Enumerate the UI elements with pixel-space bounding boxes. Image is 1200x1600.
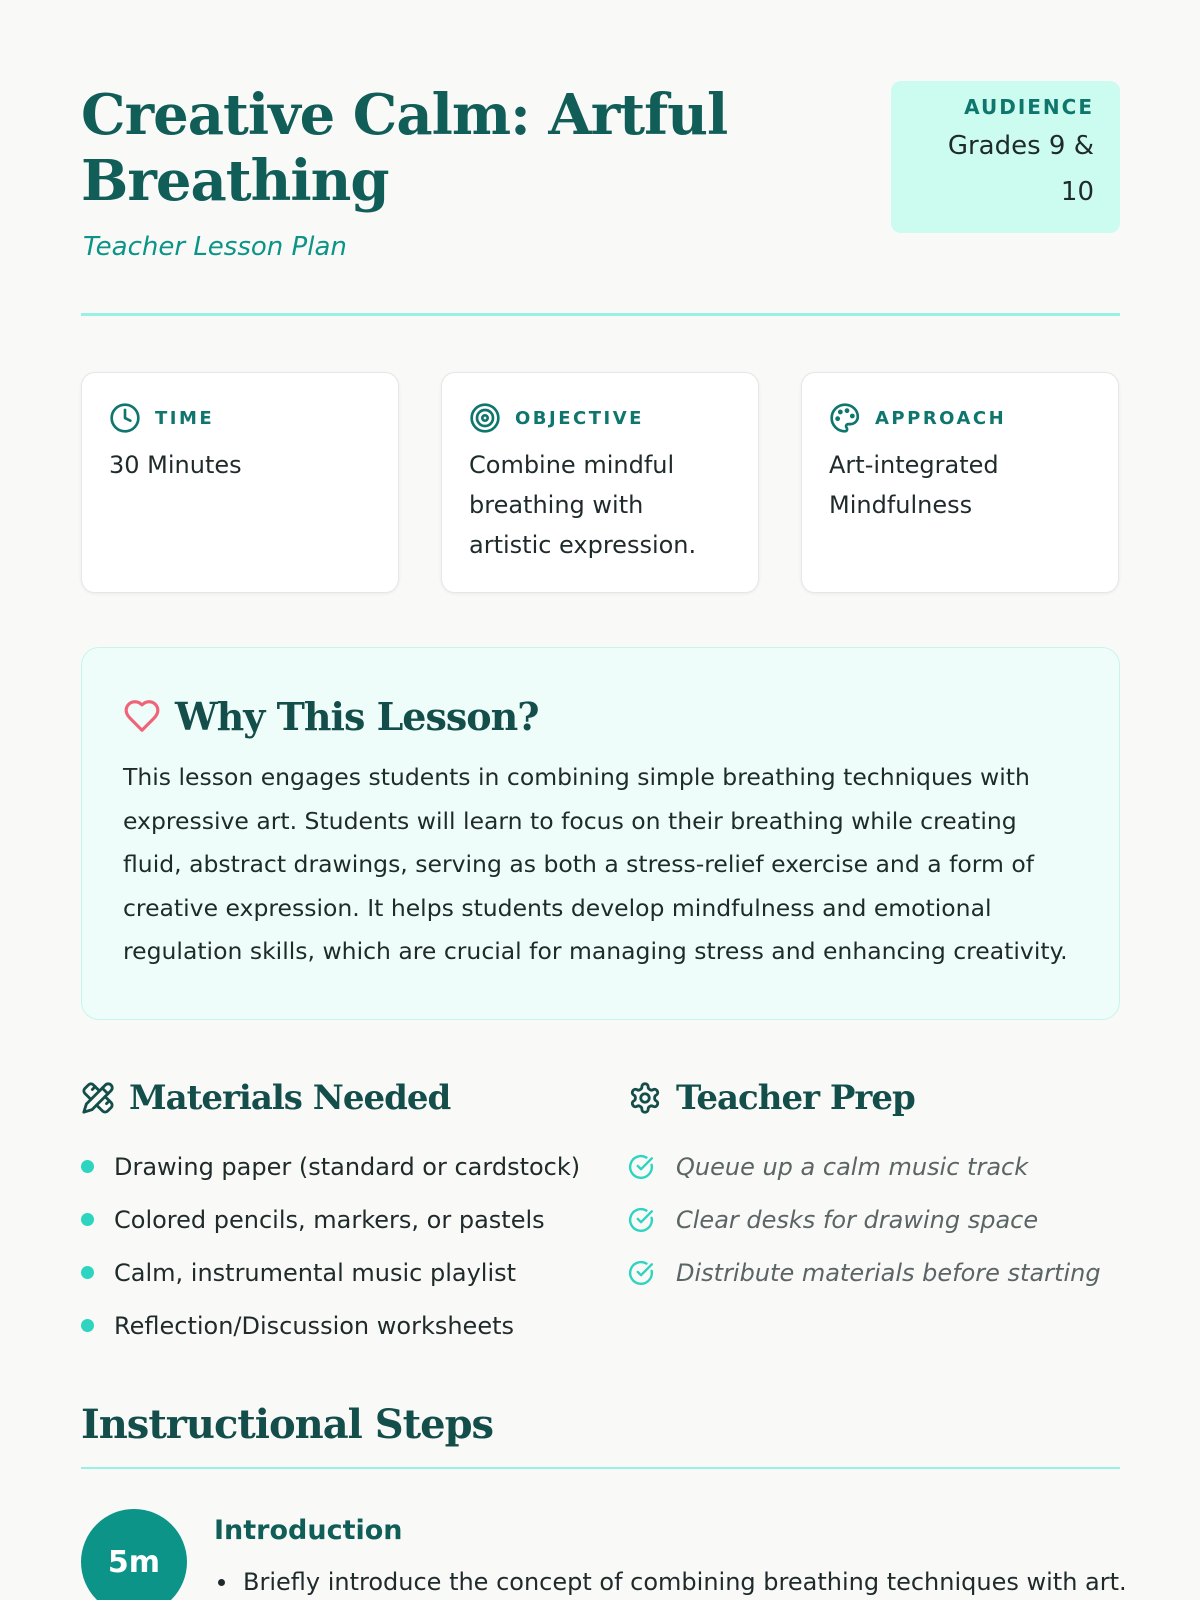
heart-icon (123, 697, 161, 735)
bullet-dot (81, 1319, 94, 1332)
step-duration-badge: 5m (81, 1509, 187, 1600)
audience-value-line1: Grades 9 & (947, 131, 1094, 161)
header-divider (81, 313, 1120, 316)
card-objective-value: Combine mindful breathing with artistic expression. (469, 451, 697, 559)
material-item: Colored pencils, markers, or pastels (114, 1205, 545, 1234)
list-item (628, 1193, 1101, 1246)
prep-item: Queue up a calm music track (676, 1152, 1029, 1181)
prep-title: Teacher Prep (676, 1078, 915, 1118)
list-item (81, 1140, 580, 1193)
list-item (81, 1246, 580, 1299)
material-item: Drawing paper (standard or cardstock) (114, 1152, 581, 1181)
card-objective (441, 372, 759, 593)
steps-divider (81, 1467, 1120, 1469)
audience-badge (891, 81, 1120, 233)
materials-header (81, 1076, 450, 1120)
list-item (628, 1246, 1101, 1299)
step-bullets (218, 1568, 1127, 1596)
list-item (81, 1299, 580, 1352)
prep-list (628, 1140, 1101, 1299)
clock-icon (109, 402, 141, 434)
why-title: Why This Lesson? (175, 693, 539, 739)
why-section (81, 647, 1120, 1020)
step-bullet: Briefly introduce the concept of combining breathing techniques with art. (218, 1568, 1127, 1596)
list-item (628, 1140, 1101, 1193)
material-item: Reflection/Discussion worksheets (114, 1311, 514, 1340)
gear-icon (628, 1081, 662, 1115)
audience-value-line2: 10 (1060, 177, 1094, 207)
audience-label: AUDIENCE (964, 95, 1094, 119)
steps-title: Instructional Steps (81, 1401, 494, 1448)
card-time (81, 372, 399, 593)
card-approach-value: Art-integrated Mindfulness (829, 451, 999, 519)
bullet-dot (81, 1213, 94, 1226)
target-icon (469, 402, 501, 434)
check-circle-icon (628, 1207, 654, 1233)
card-approach (801, 372, 1119, 593)
card-time-value: 30 Minutes (109, 451, 242, 479)
materials-title: Materials Needed (129, 1078, 451, 1118)
step-title: Introduction (214, 1515, 403, 1546)
card-approach-label: APPROACH (875, 407, 1007, 429)
page-title: Creative Calm: Artful Breathing (81, 82, 728, 214)
why-text: This lesson engages students in combining simple breathing techniques with expressive art. Students will learn to focus on their breathing while creating fluid, abstract drawings, serving as both a stress-relief exercise and a form of creative expression. It helps students develop mindfulness and emotional regulation skills, which are crucial for managing stress and enhancing creativity. (123, 763, 1068, 965)
list-item (81, 1193, 580, 1246)
prep-header (628, 1076, 915, 1120)
audience-value (891, 123, 1094, 215)
check-circle-icon (628, 1260, 654, 1286)
bullet-dot (81, 1266, 94, 1279)
pencil-ruler-icon (81, 1081, 115, 1115)
card-time-label: TIME (155, 407, 215, 429)
prep-item: Distribute materials before starting (676, 1258, 1101, 1287)
palette-icon (829, 402, 861, 434)
prep-item: Clear desks for drawing space (676, 1205, 1039, 1234)
check-circle-icon (628, 1154, 654, 1180)
material-item: Calm, instrumental music playlist (114, 1258, 517, 1287)
bullet-dot (81, 1160, 94, 1173)
card-objective-label: OBJECTIVE (515, 407, 644, 429)
materials-list (81, 1140, 580, 1352)
page-subtitle: Teacher Lesson Plan (83, 232, 347, 262)
